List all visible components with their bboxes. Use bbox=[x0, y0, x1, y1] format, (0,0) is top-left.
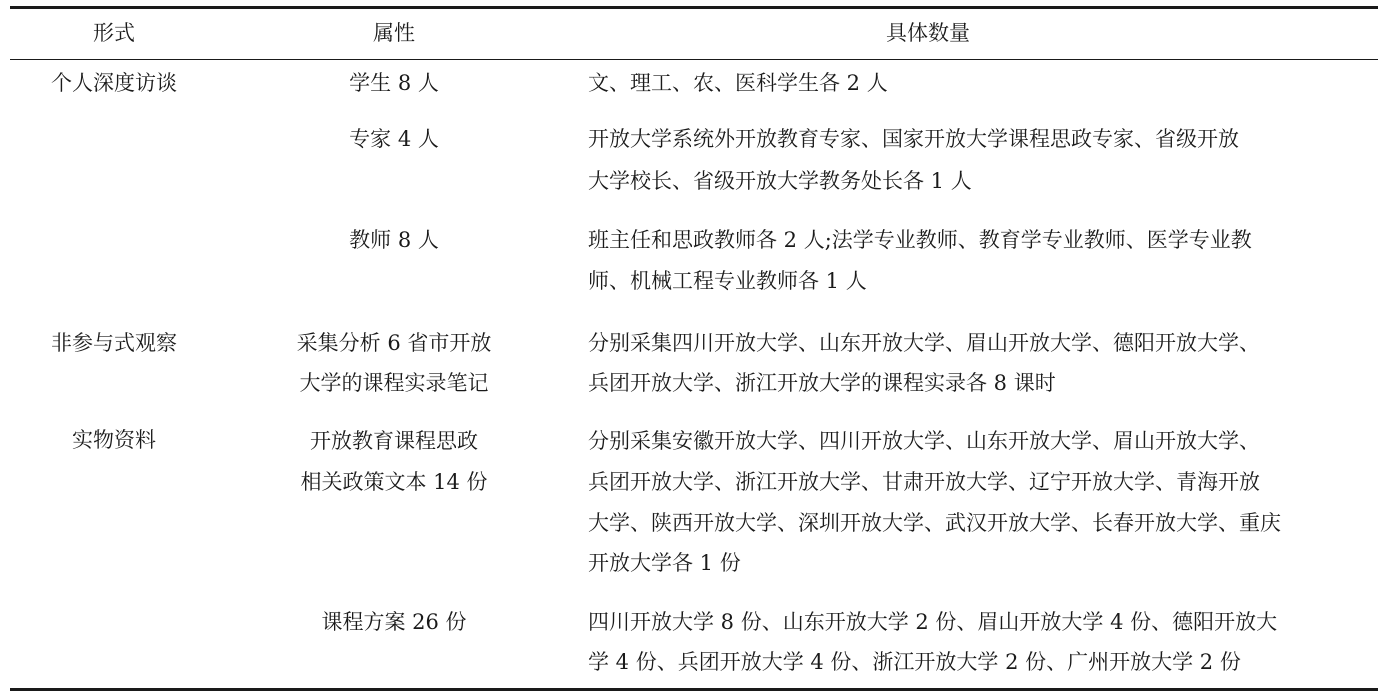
row-form: 非参与式观察 bbox=[51, 331, 177, 355]
row-detail: 兵团开放大学、浙江开放大学、甘肃开放大学、辽宁开放大学、青海开放 bbox=[588, 470, 1260, 494]
row-detail: 班主任和思政教师各 2 人;法学专业教师、教育学专业教师、医学专业教 bbox=[588, 228, 1252, 252]
row-detail: 大学、陕西开放大学、深圳开放大学、武汉开放大学、长春开放大学、重庆 bbox=[588, 511, 1281, 535]
row-detail: 四川开放大学 8 份、山东开放大学 2 份、眉山开放大学 4 份、德阳开放大 bbox=[588, 610, 1278, 634]
row-detail: 文、理工、农、医科学生各 2 人 bbox=[588, 71, 888, 95]
row-attribute: 采集分析 6 省市开放 bbox=[296, 331, 492, 355]
table-bottom-rule bbox=[10, 688, 1378, 691]
row-detail: 师、机械工程专业教师各 1 人 bbox=[588, 269, 867, 293]
header-form: 形式 bbox=[93, 21, 135, 45]
row-attribute: 课程方案 26 份 bbox=[321, 610, 467, 634]
row-detail: 分别采集安徽开放大学、四川开放大学、山东开放大学、眉山开放大学、 bbox=[588, 429, 1260, 453]
row-attribute: 学生 8 人 bbox=[349, 71, 439, 95]
row-attribute: 相关政策文本 14 份 bbox=[300, 470, 488, 494]
table-header-rule bbox=[10, 59, 1378, 60]
row-attribute: 专家 4 人 bbox=[349, 127, 439, 151]
row-detail: 分别采集四川开放大学、山东开放大学、眉山开放大学、德阳开放大学、 bbox=[588, 331, 1260, 355]
row-attribute: 大学的课程实录笔记 bbox=[299, 371, 489, 395]
row-detail: 开放大学系统外开放教育专家、国家开放大学课程思政专家、省级开放 bbox=[588, 127, 1239, 151]
row-detail: 兵团开放大学、浙江开放大学的课程实录各 8 课时 bbox=[588, 371, 1056, 395]
header-detail: 具体数量 bbox=[886, 21, 970, 45]
row-form: 个人深度访谈 bbox=[51, 71, 177, 95]
row-form: 实物资料 bbox=[72, 428, 156, 452]
row-attribute: 开放教育课程思政 bbox=[310, 429, 478, 453]
row-detail: 学 4 份、兵团开放大学 4 份、浙江开放大学 2 份、广州开放大学 2 份 bbox=[588, 650, 1241, 674]
row-attribute: 教师 8 人 bbox=[349, 228, 439, 252]
table-top-rule bbox=[10, 6, 1378, 9]
row-detail: 大学校长、省级开放大学教务处长各 1 人 bbox=[588, 169, 972, 193]
header-attribute: 属性 bbox=[373, 21, 415, 45]
row-detail: 开放大学各 1 份 bbox=[588, 551, 741, 575]
